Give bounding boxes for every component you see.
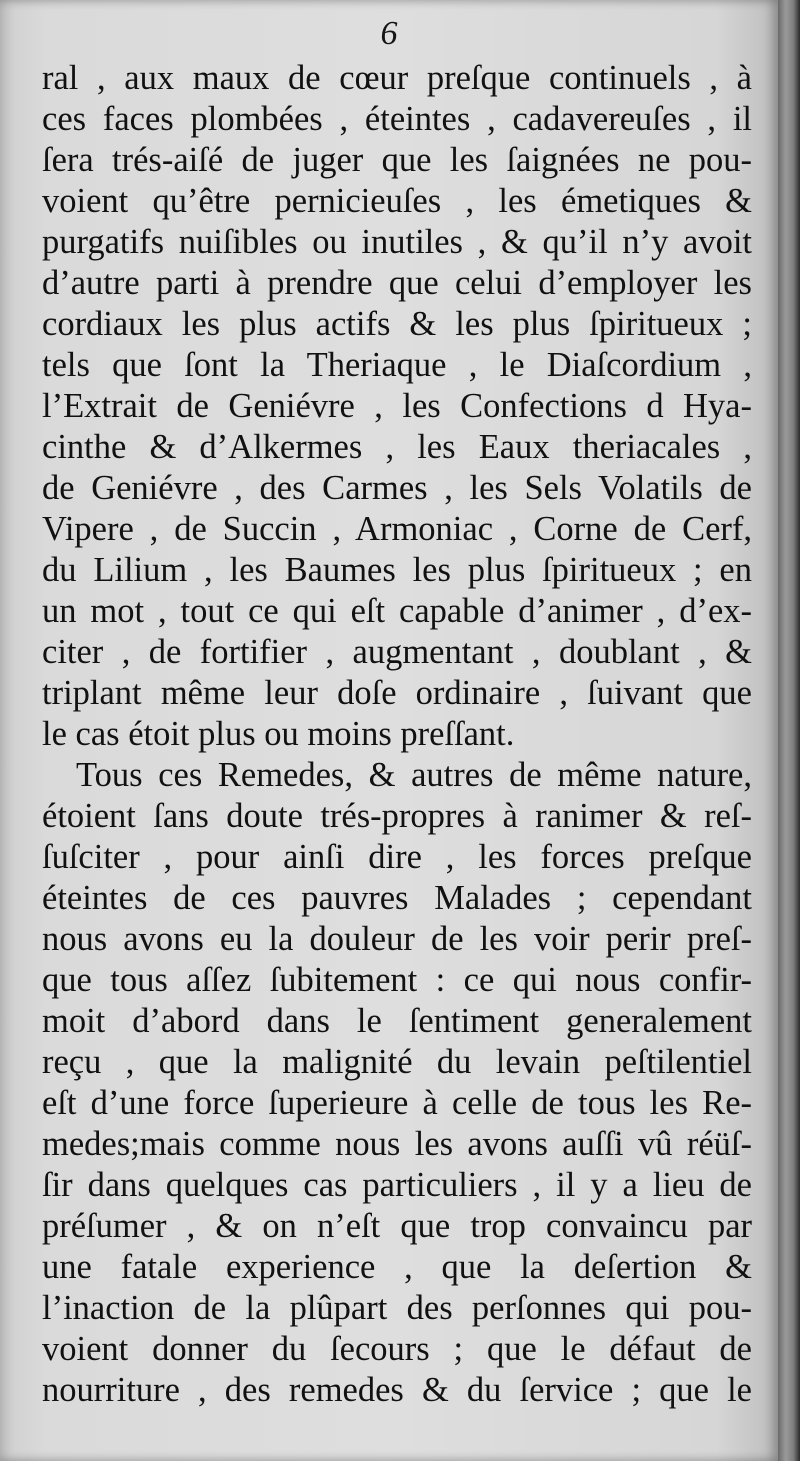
text-line: ral , aux maux de cœur preſque continuels , à: [42, 59, 752, 97]
text-line: Tous ces Remedes, & autres de même nature,: [76, 756, 752, 794]
text-line: l’inaction de la plûpart des perſonnes qui pou-: [42, 1289, 752, 1327]
text-line: ſuſciter , pour ainſi dire , les forces preſque: [42, 838, 752, 876]
page-text: [42, 58, 752, 1411]
text-line: tels que ſont la Theriaque , le Diaſcordium ,: [42, 346, 752, 384]
page-number: 6: [380, 15, 398, 52]
text-line: l’Extrait de Geniévre , les Confections d Hya-: [42, 387, 752, 425]
text-line: cinthe & d’Alkermes , les Eaux theriacales ,: [42, 428, 752, 466]
text-line: medes;mais comme nous les avons auſſi vû réüſ-: [42, 1125, 752, 1163]
text-line: moit d’abord dans le ſentiment generalement: [42, 1002, 752, 1040]
text-line: citer , de fortifier , augmentant , doublant , &: [42, 633, 752, 671]
text-line: ſera trés-aiſé de juger que les ſaignées ne pou-: [42, 141, 752, 179]
text-line: éteintes de ces pauvres Malades ; cependant: [42, 879, 752, 917]
text-line: ſir dans quelques cas particuliers , il y a lieu de: [42, 1166, 752, 1204]
text-line: nourriture , des remedes & du ſervice ; que le: [42, 1371, 752, 1409]
text-line: eſt d’une force ſuperieure à celle de tous les Re-: [42, 1084, 752, 1122]
text-line: reçu , que la malignité du levain peſtilentiel: [42, 1043, 752, 1081]
text-line: un mot , tout ce qui eſt capable d’animer , d’ex-: [42, 592, 752, 630]
text-line: étoient ſans doute trés-propres à ranimer & reſ-: [42, 797, 752, 835]
text-line: Vipere , de Succin , Armoniac , Corne de Cerf,: [42, 510, 752, 548]
paragraph-1: [42, 58, 752, 755]
text-line: que tous aſſez ſubitement : ce qui nous confir-: [42, 961, 752, 999]
text-line: triplant même leur doſe ordinaire , ſuivant que: [42, 674, 752, 712]
text-line: le cas étoit plus ou moins preſſant.: [42, 715, 515, 753]
text-line: voient donner du ſecours ; que le défaut de: [42, 1330, 752, 1368]
text-line: purgatifs nuiſibles ou inutiles , & qu’il n’y avoit: [42, 223, 752, 261]
text-line: d’autre parti à prendre que celui d’employer les: [42, 264, 752, 302]
paragraph-2: [42, 755, 752, 1411]
text-line: voient qu’être pernicieuſes , les émetiques &: [42, 182, 752, 220]
text-line: une fatale experience , que la deſertion &: [42, 1248, 752, 1286]
text-line: cordiaux les plus actifs & les plus ſpiritueux ;: [42, 305, 752, 343]
book-page-edge: [778, 0, 800, 1461]
text-line: ces faces plombées , éteintes , cadavereuſes , il: [42, 100, 752, 138]
text-line: du Lilium , les Baumes les plus ſpiritueux ; en: [42, 551, 752, 589]
text-line: préſumer , & on n’eſt que trop convaincu par: [42, 1207, 752, 1245]
text-line: de Geniévre , des Carmes , les Sels Volatils de: [42, 469, 752, 507]
text-line: nous avons eu la douleur de les voir perir preſ-: [42, 920, 752, 958]
